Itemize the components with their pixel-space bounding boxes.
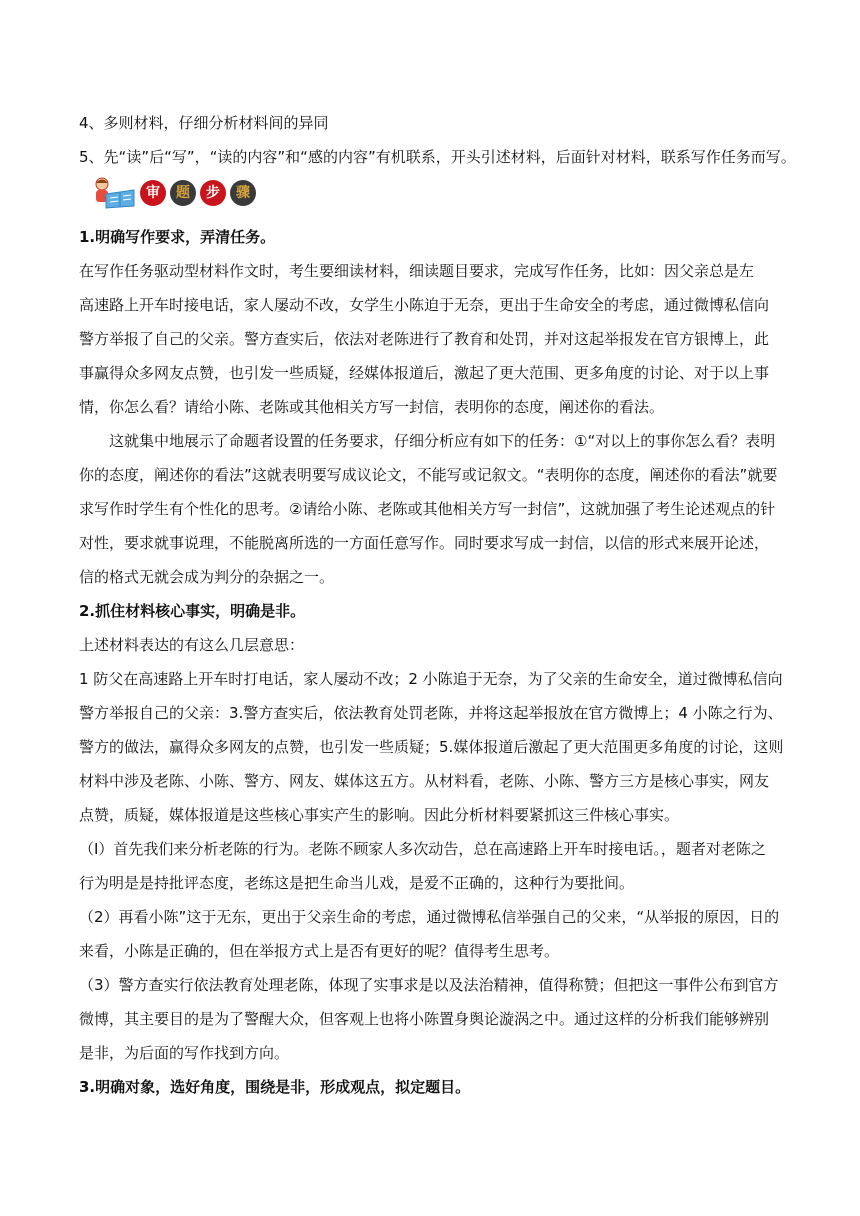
section-2-line: 来看，小陈是正确的，但在举报方式上是否有更好的呢？值得考生思考。 xyxy=(79,942,560,960)
section-2-line: 行为明是是持批评态度，老练这是把生命当儿戏，是爱不正确的，这种行为要批间。 xyxy=(79,874,635,892)
section-2-line: 警方举报自己的父亲：3.警方查实后，依法教育处罚老陈，并将这起举报放在官方微博上；4 小陈之行为、 xyxy=(79,704,783,722)
section-2-line: 警方的做法，赢得众多网友的点赞，也引发一些质疑；5.媒体报道后激起了更大范围更多角度的讨论，这则 xyxy=(79,738,784,756)
section-2-line: 微博，其主要目的是为了警醒大众，但客观上也将小陈置身舆论漩涡之中。通过这样的分析我们能够辨别 xyxy=(79,1010,770,1028)
analysis-line: 对性，要求就事说理，不能脱离所选的一方面任意写作。同时要求写成一封信，以信的形式来展开论述， xyxy=(79,534,770,552)
section-2-line: 1 防父在高速路上开车时打电话，家人屡动不改；2 小陈追于无奈，为了父亲的生命安全，道过微博私信向 xyxy=(79,670,783,688)
material-line: 在写作任务驱动型材料作文时，考生要细读材料，细读题目要求，完成写作任务，比如：因父亲总是左 xyxy=(79,262,755,280)
section-2-heading: 2.抓住材料核心事实，明确是非。 xyxy=(79,602,306,620)
analysis-line: 这就集中地展示了命题者设置的任务要求，仔细分析应有如下的任务：①“对以上的事你怎么看？表明 xyxy=(109,432,776,450)
section-2-line: （3）警方查实行依法教育处理老陈，体现了实事求是以及法治精神，值得称赞；但把这一事件公布到官方 xyxy=(79,976,779,994)
banner-char-2: 题 xyxy=(170,180,196,206)
section-2-line: 上述材料表达的有这么几层意思： xyxy=(79,636,305,654)
section-2-line: （2）再看小陈”这于无东，更出于父亲生命的考虑，通过微博私信举强自己的父来，“从举报的原因，日的 xyxy=(79,908,780,926)
banner-char-4: 骤 xyxy=(230,180,256,206)
analysis-line: 求写作时学生有个性化的思考。②请给小陈、老陈或其他相关方写一封信”，这就加强了考生论述观点的针 xyxy=(79,500,776,518)
analysis-line: 你的态度，阐述你的看法”这就表明要写成议论文，不能写或记叙文。“表明你的态度，阐述你的看法”就要 xyxy=(79,466,778,484)
material-line: 情，你怎么看？请给小陈、老陈或其他相关方写一封信，表明你的态度，阐述你的看法。 xyxy=(79,398,665,416)
section-2-line: 是非，为后面的写作找到方向。 xyxy=(79,1044,290,1062)
material-line: 警方举报了自己的父亲。警方查实后，依法对老陈进行了教育和处罚，并对这起举报发在官方银博上，此 xyxy=(79,330,770,348)
reading-child-icon xyxy=(90,176,138,210)
section-1-heading: 1.明确写作要求，弄清任务。 xyxy=(79,228,276,246)
material-line: 事赢得众多网友点赞，也引发一些质疑，经媒体报道后，激起了更大范围、更多角度的讨论、对于以上事 xyxy=(79,364,770,382)
section-2-line: 点赞，质疑，媒体报道是这些核心事实产生的影响。因此分析材料要紧抓这三件核心事实。 xyxy=(79,806,680,824)
intro-item-4: 4、多则材料，仔细分析材料间的异同 xyxy=(79,114,329,132)
analysis-line: 信的格式无就会成为判分的杂据之一。 xyxy=(79,568,335,586)
section-2-line: （I）首先我们来分析老陈的行为。老陈不顾家人多次动告，总在高速路上开车时接电话。，题者对老陈之 xyxy=(79,840,766,858)
material-line: 高速路上开车时接电话，家人屡动不改，女学生小陈迫于无奈，更出于生命安全的考虑，通过微博私信向 xyxy=(79,296,770,314)
intro-item-5: 5、先“读”后“写”，“读的内容”和“感的内容”有机联系，开头引述材料，后面针对材料，联系写作任务而写。 xyxy=(79,148,796,166)
section-banner xyxy=(90,176,270,210)
section-2-line: 材料中涉及老陈、小陈、警方、网友、媒体这五方。从材料看，老陈、小陈、警方三方是核心事实，网友 xyxy=(79,772,770,790)
banner-char-1: 审 xyxy=(140,180,166,206)
banner-char-3: 步 xyxy=(200,180,226,206)
section-3-heading: 3.明确对象，选好角度，围绕是非，形成观点，拟定题目。 xyxy=(79,1078,471,1096)
